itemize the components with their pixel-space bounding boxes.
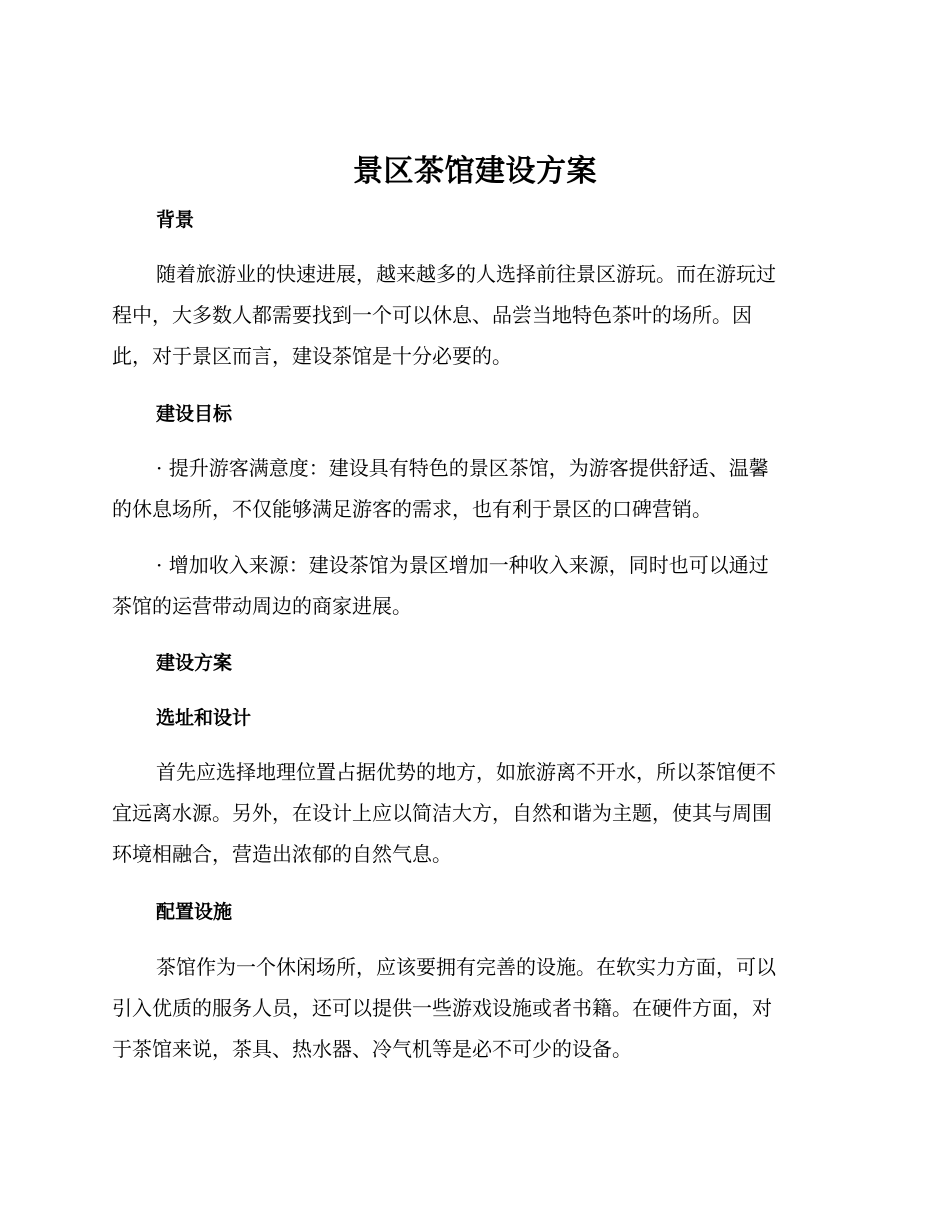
paragraph-line: · 提升游客满意度：建设具有特色的景区茶馆，为游客提供舒适、温馨 xyxy=(156,456,769,480)
paragraph-line: 此，对于景区而言，建设茶馆是十分必要的。 xyxy=(112,344,512,368)
paragraph-line: 宜远离水源。另外，在设计上应以简洁大方，自然和谐为主题，使其与周围 xyxy=(112,801,772,825)
heading-facilities: 配置设施 xyxy=(156,901,233,923)
paragraph-facilities xyxy=(112,947,832,1070)
paragraph-goal-satisfaction xyxy=(112,448,832,530)
paragraph-line: 茶馆的运营带动周边的商家进展。 xyxy=(112,594,412,618)
paragraph-line: 的休息场所，不仅能够满足游客的需求，也有利于景区的口碑营销。 xyxy=(112,497,712,521)
paragraph-line: 引入优质的服务人员，还可以提供一些游戏设施或者书籍。在硬件方面，对 xyxy=(112,996,772,1020)
heading-goals: 建设目标 xyxy=(156,403,233,425)
paragraph-line: 于茶馆来说，茶具、热水器、冷气机等是必不可少的设备。 xyxy=(112,1037,632,1061)
paragraph-line: 首先应选择地理位置占据优势的地方，如旅游离不开水，所以茶馆便不 xyxy=(156,760,776,784)
paragraph-line: · 增加收入来源：建设茶馆为景区增加一种收入来源，同时也可以通过 xyxy=(156,553,769,577)
paragraph-line: 环境相融合，营造出浓郁的自然气息。 xyxy=(112,842,452,866)
paragraph-line: 茶馆作为一个休闲场所，应该要拥有完善的设施。在软实力方面，可以 xyxy=(156,955,776,979)
document-title: 景区茶馆建设方案 xyxy=(353,154,597,189)
heading-plan: 建设方案 xyxy=(156,652,233,674)
paragraph-goal-income xyxy=(112,545,832,627)
paragraph-line: 程中，大多数人都需要找到一个可以休息、品尝当地特色茶叶的场所。因 xyxy=(112,303,752,327)
heading-background: 背景 xyxy=(156,209,195,231)
paragraph-background xyxy=(112,254,832,377)
paragraph-site-design xyxy=(112,752,832,875)
paragraph-line: 随着旅游业的快速进展，越来越多的人选择前往景区游玩。而在游玩过 xyxy=(156,262,776,286)
heading-site-design: 选址和设计 xyxy=(156,707,252,729)
